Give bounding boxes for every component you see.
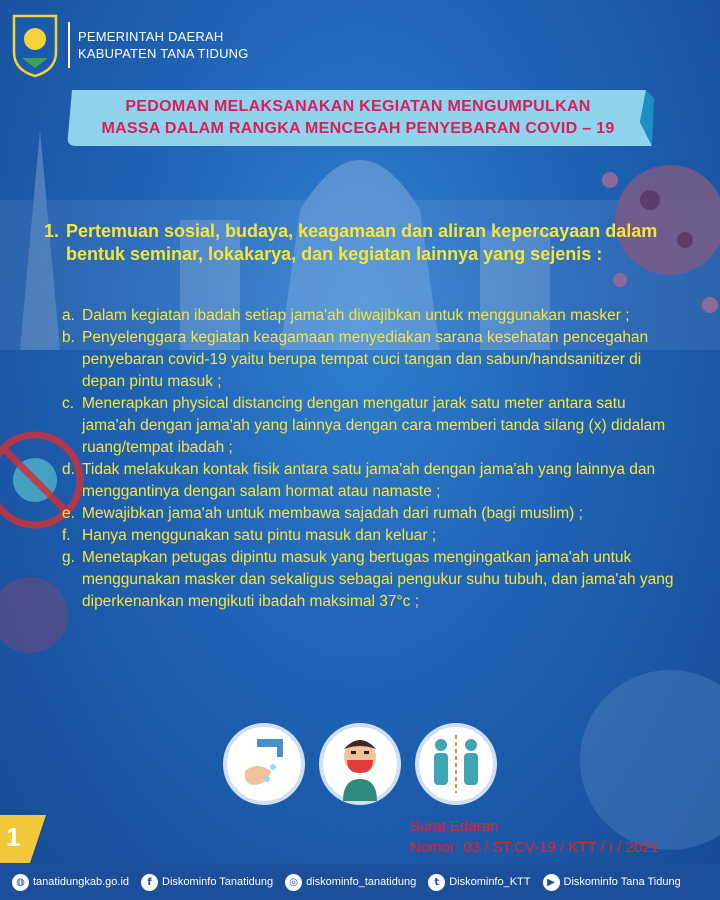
section-heading <box>44 220 674 266</box>
footer-twitter-text: Diskominfo_KTT <box>449 876 531 888</box>
list-item-text: Menetapkan petugas dipintu masuk yang bertugas mengingatkan jama'ah untuk menggunakan masker dan sekaligus sebagai pengukur suhu tubuh, dan jama'ah yang diperkenankan mengikuti ibadah maksimal 37°c ; <box>82 549 674 610</box>
instagram-icon: ◎ <box>285 874 302 891</box>
footer-youtube[interactable] <box>543 874 681 891</box>
title-banner <box>62 88 654 158</box>
footer-twitter[interactable] <box>428 874 530 891</box>
list-item <box>62 525 682 547</box>
page-number: 1 <box>6 822 21 852</box>
guideline-list <box>62 305 682 613</box>
title-line-2: MASSA DALAM RANGKA MENCEGAH PENYEBARAN COVID – 19 <box>101 120 615 137</box>
list-item-label: a. <box>62 307 75 324</box>
section-number: 1. <box>44 221 60 241</box>
list-item-label: d. <box>62 461 75 478</box>
footer-youtube-text: Diskominfo Tana Tidung <box>563 876 681 888</box>
footer-website-text: tanatidungkab.go.id <box>33 876 130 888</box>
list-item-text: Mewajibkan jama'ah untuk membawa sajadah dari rumah (bagi muslim) ; <box>82 505 583 522</box>
handwash-icon <box>223 723 305 805</box>
list-item <box>62 547 682 613</box>
list-item-text: Penyelenggara kegiatan keagamaan menyediakan sarana kesehatan pencegahan penyebaran covid-19 yaitu berupa tempat cuci tangan dan sabun/handsanitizer di depan pintu masuk ; <box>82 329 649 390</box>
list-item-label: b. <box>62 329 75 346</box>
footer-instagram[interactable] <box>285 874 416 891</box>
list-item <box>62 305 682 327</box>
list-item <box>62 327 682 393</box>
circular-reference <box>410 816 659 858</box>
youtube-icon: ▶ <box>543 874 560 891</box>
section-heading-text: Pertemuan sosial, budaya, keagamaan dan aliran kepercayaan dalam bentuk seminar, lokakarya, dan kegiatan lainnya yang sejenis : <box>66 221 658 264</box>
brand-text <box>78 28 249 62</box>
footer-facebook-text: Diskominfo Tanatidung <box>162 876 274 888</box>
list-item <box>62 393 682 459</box>
list-item-text: Tidak melakukan kontak fisik antara satu jama'ah dengan jama'ah yang lainnya dan menggantinya dengan salam hormat atau namaste ; <box>82 461 656 500</box>
list-item <box>62 459 682 503</box>
footer-social-bar <box>0 864 720 900</box>
list-item-text: Hanya menggunakan satu pintu masuk dan keluar ; <box>82 527 437 544</box>
distancing-icon <box>415 723 497 805</box>
globe-icon: ◍ <box>12 874 29 891</box>
list-item-text: Menerapkan physical distancing dengan mengatur jarak satu meter antara satu jama'ah dengan jama'ah yang lainnya dengan cara memberi tanda silang (x) didalam ruang/tempat ibadah ; <box>82 395 666 456</box>
footer-facebook[interactable] <box>141 874 273 891</box>
list-item-label: g. <box>62 549 75 566</box>
list-item-label: f. <box>62 527 71 544</box>
twitter-icon: t <box>428 874 445 891</box>
list-item <box>62 503 682 525</box>
regency-emblem-logo <box>10 12 60 78</box>
footer-website[interactable] <box>12 874 129 891</box>
brand-divider <box>68 22 70 68</box>
brand-line-2: KABUPATEN TANA TIDUNG <box>78 46 249 61</box>
list-item-text: Dalam kegiatan ibadah setiap jama'ah diwajibkan untuk menggunakan masker ; <box>82 307 630 324</box>
brand-line-1: PEMERINTAH DAERAH <box>78 29 224 44</box>
mask-icon <box>319 723 401 805</box>
footer-instagram-text: diskominfo_tanatidung <box>306 876 417 888</box>
page-title <box>62 96 654 140</box>
facebook-icon: f <box>141 874 158 891</box>
header-brand <box>10 10 249 80</box>
list-item-label: c. <box>62 395 75 412</box>
title-line-1: PEDOMAN MELAKSANAKAN KEGIATAN MENGUMPULKAN <box>125 98 591 115</box>
list-item-label: e. <box>62 505 75 522</box>
circular-title: Surat Edaran <box>410 818 499 835</box>
circular-number: Nomor: 03 / ST.CV-19 / KTT / I / 2021 <box>410 839 659 856</box>
